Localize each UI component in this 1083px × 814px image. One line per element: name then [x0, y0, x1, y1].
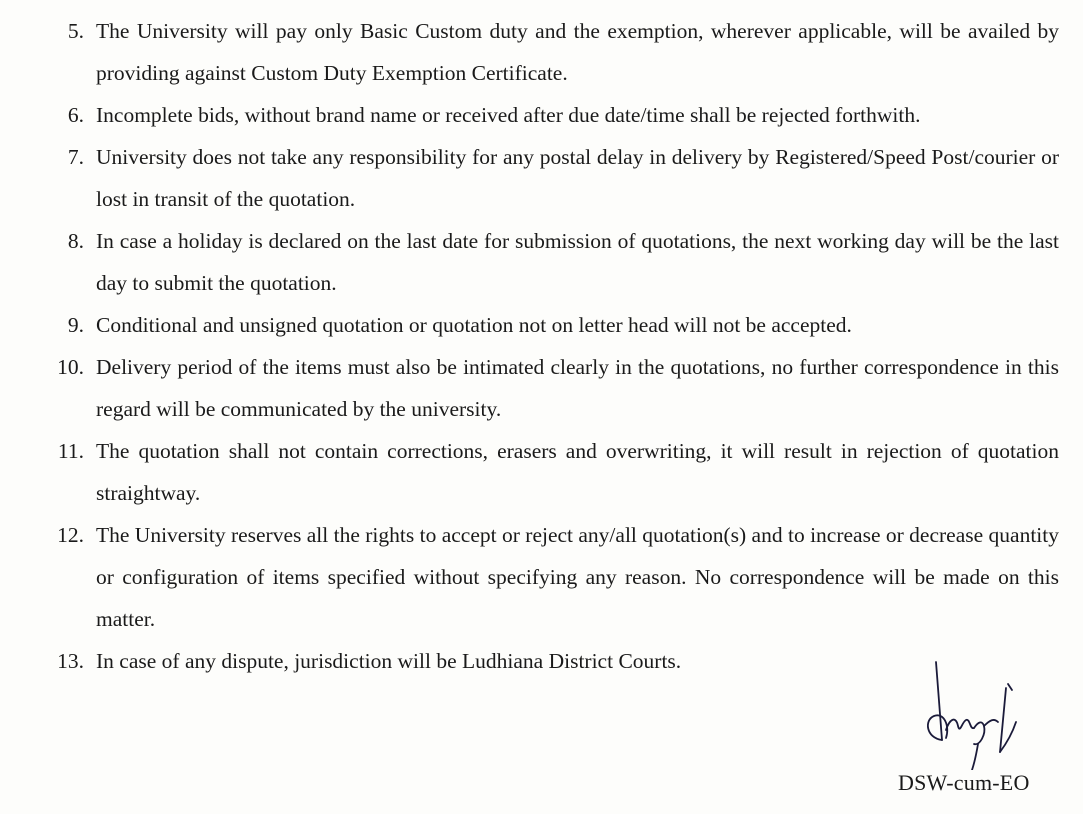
clause-9 — [0, 304, 1083, 346]
clause-text: The quotation shall not contain corrections, erasers and overwriting, it will result in rejection of quotation straightway. — [96, 439, 1059, 505]
clause-number: 8. — [67, 229, 84, 253]
signatory-designation: DSW-cum-EO — [898, 770, 1030, 795]
clause-8 — [0, 220, 1083, 304]
clause-text: The University reserves all the rights to accept or reject any/all quotation(s) and to increase or decrease quantity or configuration of items specified without specifying any reason. No correspondence will be made on this matter. — [96, 523, 1059, 631]
clause-number: 7. — [67, 145, 84, 169]
clause-12 — [0, 514, 1083, 640]
clause-text: The University will pay only Basic Custom duty and the exemption, wherever applicable, will be availed by providing against Custom Duty Exemption Certificate. — [96, 19, 1059, 85]
clause-text: Delivery period of the items must also be intimated clearly in the quotations, no further correspondence in this regard will be communicated by the university. — [96, 355, 1059, 421]
handwritten-signature — [920, 660, 1030, 770]
clause-11 — [0, 430, 1083, 514]
clause-number: 12. — [57, 523, 84, 547]
clause-number: 9. — [67, 313, 84, 337]
clause-6 — [0, 94, 1083, 136]
clause-text: Incomplete bids, without brand name or received after due date/time shall be rejected forthwith. — [96, 103, 921, 127]
clause-number: 6. — [67, 103, 84, 127]
clause-text: In case a holiday is declared on the last date for submission of quotations, the next working day will be the last day to submit the quotation. — [96, 229, 1059, 295]
clause-7 — [0, 136, 1083, 220]
clause-5 — [0, 10, 1083, 94]
clause-10 — [0, 346, 1083, 430]
terms-list — [0, 10, 1083, 682]
clause-number: 5. — [67, 19, 84, 43]
clause-number: 13. — [57, 649, 84, 673]
clause-text: Conditional and unsigned quotation or quotation not on letter head will not be accepted. — [96, 313, 852, 337]
clause-number: 11. — [57, 439, 84, 463]
clause-text: University does not take any responsibility for any postal delay in delivery by Registered/Speed Post/courier or lost in transit of the quotation. — [96, 145, 1059, 211]
clause-text: In case of any dispute, jurisdiction will be Ludhiana District Courts. — [96, 649, 682, 673]
clause-number: 10. — [57, 355, 84, 379]
